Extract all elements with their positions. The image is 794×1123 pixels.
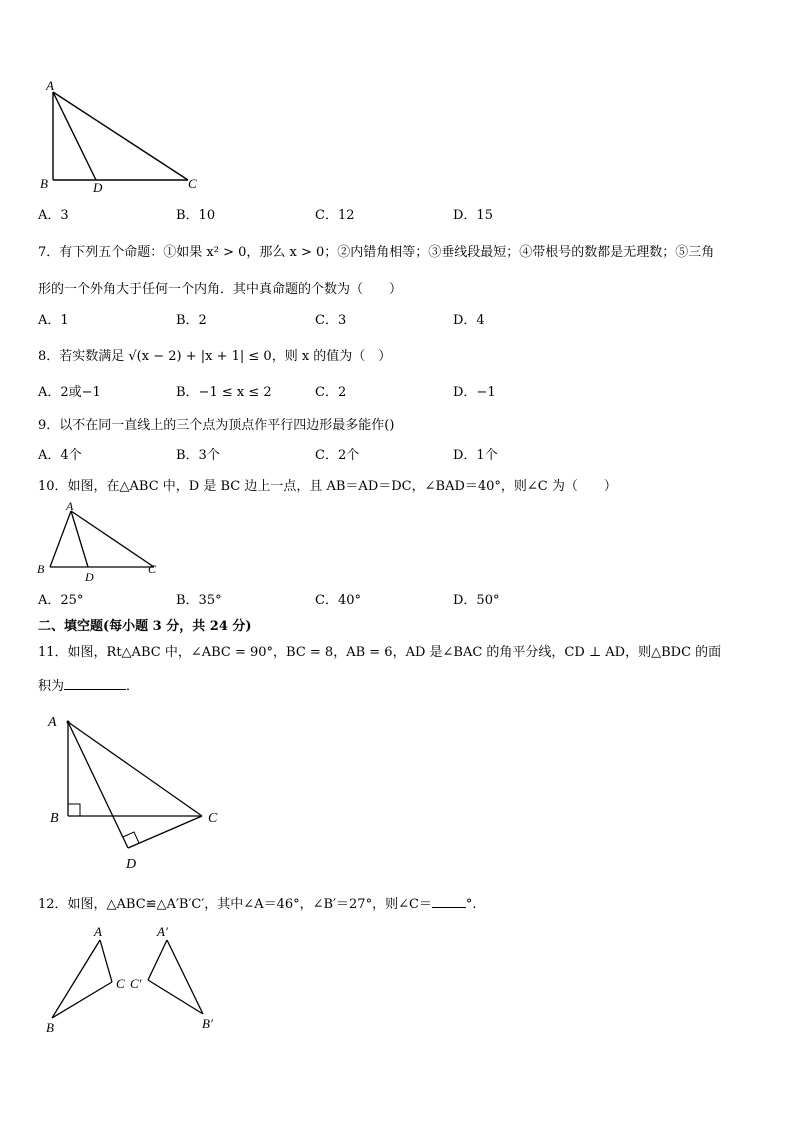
q12-suffix: °. (465, 897, 477, 912)
label-d: D (85, 570, 94, 584)
q10-stem: 10．如图，在△ABC 中，D 是 BC 边上一点，且 AB＝AD＝DC，∠BAD＝40°，则∠C 为（ ） (38, 479, 617, 494)
q7-option-c: C．3 (315, 313, 347, 328)
q9-option-a: A．4个 (38, 448, 82, 463)
q6-option-b: B．10 (176, 208, 216, 223)
label-c: C (208, 811, 218, 826)
figure-q12-svg (40, 920, 230, 1040)
q11-answer-blank[interactable] (64, 677, 126, 690)
q9-option-d: D．1个 (453, 448, 498, 463)
q9-option-b: B．3个 (176, 448, 220, 463)
label-c: C (188, 176, 197, 191)
q7-stem-line2: 形的一个外角大于任何一个内角．其中真命题的个数为（ ） (38, 282, 403, 297)
q12-answer-blank[interactable] (432, 895, 466, 908)
q7-option-d: D．4 (453, 313, 485, 328)
label-d: D (126, 857, 137, 872)
q10-option-d: D．50° (453, 593, 500, 608)
q6-option-d: D．15 (453, 208, 493, 223)
figure-q10-svg (34, 500, 164, 584)
q7-stem-line1: 7．有下列五个命题：①如果 x² > 0，那么 x > 0；②内错角相等；③垂线段最短；④带根号的数都是无理数；⑤三角 (38, 245, 715, 260)
q11-suffix: ． (126, 679, 140, 694)
q12-prefix: 12．如图，△ABC≌△A′B′C′，其中∠A＝46°，∠B′＝27°，则∠C＝ (38, 897, 432, 912)
section-title-fill-in: 二、填空题(每小题 3 分，共 24 分) (38, 619, 252, 634)
q10-option-c: C．40° (315, 593, 361, 608)
label-b: B (46, 1020, 54, 1035)
label-b: B (40, 176, 48, 191)
q11-stem-line1: 11．如图，Rt△ABC 中，∠ABC = 90°，BC = 8，AB = 6，AD 是∠BAC 的角平分线，CD ⊥ AD，则△BDC 的面 (38, 645, 722, 660)
q11-stem-line2 (38, 677, 139, 695)
figure-q12-congruent-triangles (40, 920, 230, 1040)
q8-option-c: C．2 (315, 385, 347, 400)
label-b: B (50, 811, 59, 826)
q7-option-b: B．2 (176, 313, 207, 328)
figure-q6-svg (38, 78, 208, 196)
label-a-prime: A′ (157, 924, 168, 939)
q8-option-d: D．−1 (453, 385, 496, 400)
label-c: C (148, 562, 157, 576)
label-b: B (37, 562, 45, 576)
label-a: A (94, 924, 102, 939)
label-a: A (48, 715, 57, 730)
label-d: D (93, 180, 103, 195)
label-a: A (46, 78, 54, 93)
q6-option-a: A．3 (38, 208, 69, 223)
label-c-prime: C′ (130, 976, 142, 991)
q12-stem (38, 895, 477, 913)
label-a: A (66, 500, 74, 513)
q9-option-c: C．2个 (315, 448, 360, 463)
figure-q11-triangle (42, 708, 232, 876)
q8-stem: 8．若实数满足 √(x − 2) + |x + 1| ≤ 0，则 x 的值为（ ） (38, 349, 392, 364)
figure-q11-svg (42, 708, 232, 876)
figure-q6-triangle (38, 78, 208, 196)
figure-q10-triangle (34, 500, 164, 584)
q7-option-a: A．1 (38, 313, 69, 328)
q10-option-b: B．35° (176, 593, 222, 608)
label-c: C (116, 976, 125, 991)
q9-stem: 9．以不在同一直线上的三个点为顶点作平行四边形最多能作() (38, 418, 395, 433)
q8-option-b: B．−1 ≤ x ≤ 2 (176, 385, 272, 400)
q10-option-a: A．25° (38, 593, 84, 608)
label-b-prime: B′ (202, 1016, 213, 1031)
q11-prefix: 积为 (38, 679, 65, 694)
q8-option-a: A．2或−1 (38, 385, 101, 400)
q6-option-c: C．12 (315, 208, 355, 223)
